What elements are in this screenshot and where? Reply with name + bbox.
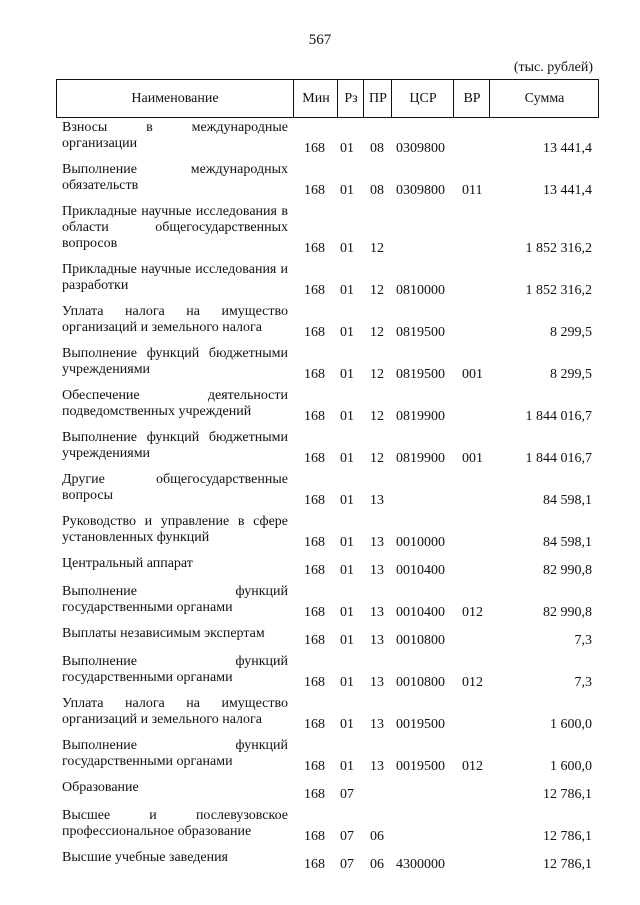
row-name: Высшее и послевузовское профессиональное образование bbox=[62, 808, 288, 839]
sum-cell: 8 299,5 bbox=[550, 367, 592, 382]
sum-cell: 1 844 016,7 bbox=[525, 409, 592, 424]
sum-cell: 12 786,1 bbox=[543, 857, 592, 872]
table-row bbox=[0, 304, 640, 342]
pr-cell: 06 bbox=[370, 829, 384, 844]
sum-cell: 7,3 bbox=[574, 633, 592, 648]
csr-cell: 0010400 bbox=[396, 563, 445, 578]
row-name: Прикладные научные исследования и разработки bbox=[62, 262, 288, 293]
csr-cell: 0010800 bbox=[396, 675, 445, 690]
sum-cell: 13 441,4 bbox=[543, 183, 592, 198]
header-pr: ПР bbox=[363, 80, 392, 117]
rz-cell: 07 bbox=[340, 857, 354, 872]
rz-cell: 01 bbox=[340, 605, 354, 620]
table-row bbox=[0, 696, 640, 734]
min-cell: 168 bbox=[304, 535, 325, 550]
pr-cell: 12 bbox=[370, 283, 384, 298]
header-sum: Сумма bbox=[489, 80, 599, 117]
table-row bbox=[0, 472, 640, 510]
sum-cell: 13 441,4 bbox=[543, 141, 592, 156]
min-cell: 168 bbox=[304, 241, 325, 256]
min-cell: 168 bbox=[304, 325, 325, 340]
min-cell: 168 bbox=[304, 283, 325, 298]
min-cell: 168 bbox=[304, 857, 325, 872]
row-name: Уплата налога на имущество организаций и земельного налога bbox=[62, 696, 288, 727]
pr-cell: 06 bbox=[370, 857, 384, 872]
sum-cell: 1 600,0 bbox=[550, 759, 592, 774]
row-name: Выполнение функций государственными органами bbox=[62, 584, 288, 615]
row-name: Другие общегосударственные вопросы bbox=[62, 472, 288, 503]
csr-cell: 0010000 bbox=[396, 535, 445, 550]
table-row bbox=[0, 780, 640, 804]
min-cell: 168 bbox=[304, 605, 325, 620]
min-cell: 168 bbox=[304, 141, 325, 156]
row-name: Выполнение функций бюджетными учреждениями bbox=[62, 346, 288, 377]
table-row bbox=[0, 626, 640, 650]
header-csr: ЦСР bbox=[391, 80, 454, 117]
table-row bbox=[0, 120, 640, 158]
csr-cell: 0819500 bbox=[396, 325, 445, 340]
row-name: Выполнение функций бюджетными учреждениями bbox=[62, 430, 288, 461]
row-name: Выплаты независимым экспертам bbox=[62, 626, 265, 641]
header-rz: Рз bbox=[337, 80, 364, 117]
sum-cell: 1 852 316,2 bbox=[525, 241, 592, 256]
min-cell: 168 bbox=[304, 787, 325, 802]
sum-cell: 8 299,5 bbox=[550, 325, 592, 340]
header-min: Мин bbox=[293, 80, 338, 117]
table-row bbox=[0, 850, 640, 874]
row-name: Высшие учебные заведения bbox=[62, 850, 228, 865]
min-cell: 168 bbox=[304, 451, 325, 466]
sum-cell: 12 786,1 bbox=[543, 787, 592, 802]
pr-cell: 12 bbox=[370, 367, 384, 382]
page-number: 567 bbox=[308, 32, 332, 48]
pr-cell: 13 bbox=[370, 535, 384, 550]
pr-cell: 13 bbox=[370, 633, 384, 648]
pr-cell: 13 bbox=[370, 605, 384, 620]
table-row bbox=[0, 654, 640, 692]
vr-cell: 012 bbox=[462, 605, 483, 620]
rz-cell: 01 bbox=[340, 367, 354, 382]
rz-cell: 01 bbox=[340, 241, 354, 256]
rz-cell: 01 bbox=[340, 633, 354, 648]
table-row bbox=[0, 514, 640, 552]
table-row bbox=[0, 584, 640, 622]
pr-cell: 12 bbox=[370, 325, 384, 340]
table-row bbox=[0, 556, 640, 580]
row-name: Выполнение функций государственными органами bbox=[62, 738, 288, 769]
table-row bbox=[0, 162, 640, 200]
min-cell: 168 bbox=[304, 409, 325, 424]
min-cell: 168 bbox=[304, 367, 325, 382]
pr-cell: 12 bbox=[370, 241, 384, 256]
sum-cell: 84 598,1 bbox=[543, 535, 592, 550]
rz-cell: 01 bbox=[340, 717, 354, 732]
row-name: Обеспечение деятельности подведомственных учреждений bbox=[62, 388, 288, 419]
row-name: Руководство и управление в сфере установленных функций bbox=[62, 514, 288, 545]
rz-cell: 01 bbox=[340, 325, 354, 340]
vr-cell: 012 bbox=[462, 759, 483, 774]
rz-cell: 01 bbox=[340, 675, 354, 690]
table-header bbox=[56, 79, 599, 118]
rz-cell: 01 bbox=[340, 759, 354, 774]
min-cell: 168 bbox=[304, 183, 325, 198]
sum-cell: 84 598,1 bbox=[543, 493, 592, 508]
rz-cell: 01 bbox=[340, 183, 354, 198]
header-name: Наименование bbox=[131, 91, 219, 106]
rz-cell: 01 bbox=[340, 493, 354, 508]
table-row bbox=[0, 808, 640, 846]
units-note: (тыс. рублей) bbox=[513, 60, 593, 75]
pr-cell: 13 bbox=[370, 759, 384, 774]
csr-cell: 0819900 bbox=[396, 451, 445, 466]
min-cell: 168 bbox=[304, 633, 325, 648]
rz-cell: 01 bbox=[340, 409, 354, 424]
sum-cell: 1 852 316,2 bbox=[525, 283, 592, 298]
rz-cell: 01 bbox=[340, 535, 354, 550]
csr-cell: 0010400 bbox=[396, 605, 445, 620]
table-row bbox=[0, 262, 640, 300]
rz-cell: 01 bbox=[340, 451, 354, 466]
csr-cell: 0819900 bbox=[396, 409, 445, 424]
rz-cell: 01 bbox=[340, 563, 354, 578]
rz-cell: 07 bbox=[340, 787, 354, 802]
csr-cell: 0810000 bbox=[396, 283, 445, 298]
min-cell: 168 bbox=[304, 675, 325, 690]
sum-cell: 7,3 bbox=[574, 675, 592, 690]
vr-cell: 011 bbox=[462, 183, 483, 198]
pr-cell: 13 bbox=[370, 493, 384, 508]
csr-cell: 0309800 bbox=[396, 183, 445, 198]
min-cell: 168 bbox=[304, 493, 325, 508]
rz-cell: 07 bbox=[340, 829, 354, 844]
min-cell: 168 bbox=[304, 759, 325, 774]
csr-cell: 0019500 bbox=[396, 759, 445, 774]
pr-cell: 12 bbox=[370, 451, 384, 466]
min-cell: 168 bbox=[304, 829, 325, 844]
rz-cell: 01 bbox=[340, 283, 354, 298]
min-cell: 168 bbox=[304, 717, 325, 732]
pr-cell: 13 bbox=[370, 675, 384, 690]
row-name: Образование bbox=[62, 780, 139, 795]
csr-cell: 0019500 bbox=[396, 717, 445, 732]
csr-cell: 0819500 bbox=[396, 367, 445, 382]
vr-cell: 001 bbox=[462, 367, 483, 382]
pr-cell: 08 bbox=[370, 183, 384, 198]
sum-cell: 1 844 016,7 bbox=[525, 451, 592, 466]
rz-cell: 01 bbox=[340, 141, 354, 156]
row-name: Уплата налога на имущество организаций и земельного налога bbox=[62, 304, 288, 335]
pr-cell: 08 bbox=[370, 141, 384, 156]
pr-cell: 12 bbox=[370, 409, 384, 424]
row-name: Выполнение международных обязательств bbox=[62, 162, 288, 193]
row-name: Прикладные научные исследования в области общегосударственных вопросов bbox=[62, 204, 288, 251]
table-row bbox=[0, 346, 640, 384]
csr-cell: 0309800 bbox=[396, 141, 445, 156]
sum-cell: 82 990,8 bbox=[543, 563, 592, 578]
sum-cell: 82 990,8 bbox=[543, 605, 592, 620]
vr-cell: 012 bbox=[462, 675, 483, 690]
table-row bbox=[0, 204, 640, 258]
table-row bbox=[0, 738, 640, 776]
table-row bbox=[0, 430, 640, 468]
pr-cell: 13 bbox=[370, 717, 384, 732]
row-name: Выполнение функций государственными органами bbox=[62, 654, 288, 685]
pr-cell: 13 bbox=[370, 563, 384, 578]
csr-cell: 0010800 bbox=[396, 633, 445, 648]
csr-cell: 4300000 bbox=[396, 857, 445, 872]
min-cell: 168 bbox=[304, 563, 325, 578]
vr-cell: 001 bbox=[462, 451, 483, 466]
row-name: Взносы в международные организации bbox=[62, 120, 288, 151]
sum-cell: 1 600,0 bbox=[550, 717, 592, 732]
table-body bbox=[0, 120, 640, 878]
sum-cell: 12 786,1 bbox=[543, 829, 592, 844]
row-name: Центральный аппарат bbox=[62, 556, 193, 571]
table-row bbox=[0, 388, 640, 426]
header-vr: ВР bbox=[453, 80, 490, 117]
